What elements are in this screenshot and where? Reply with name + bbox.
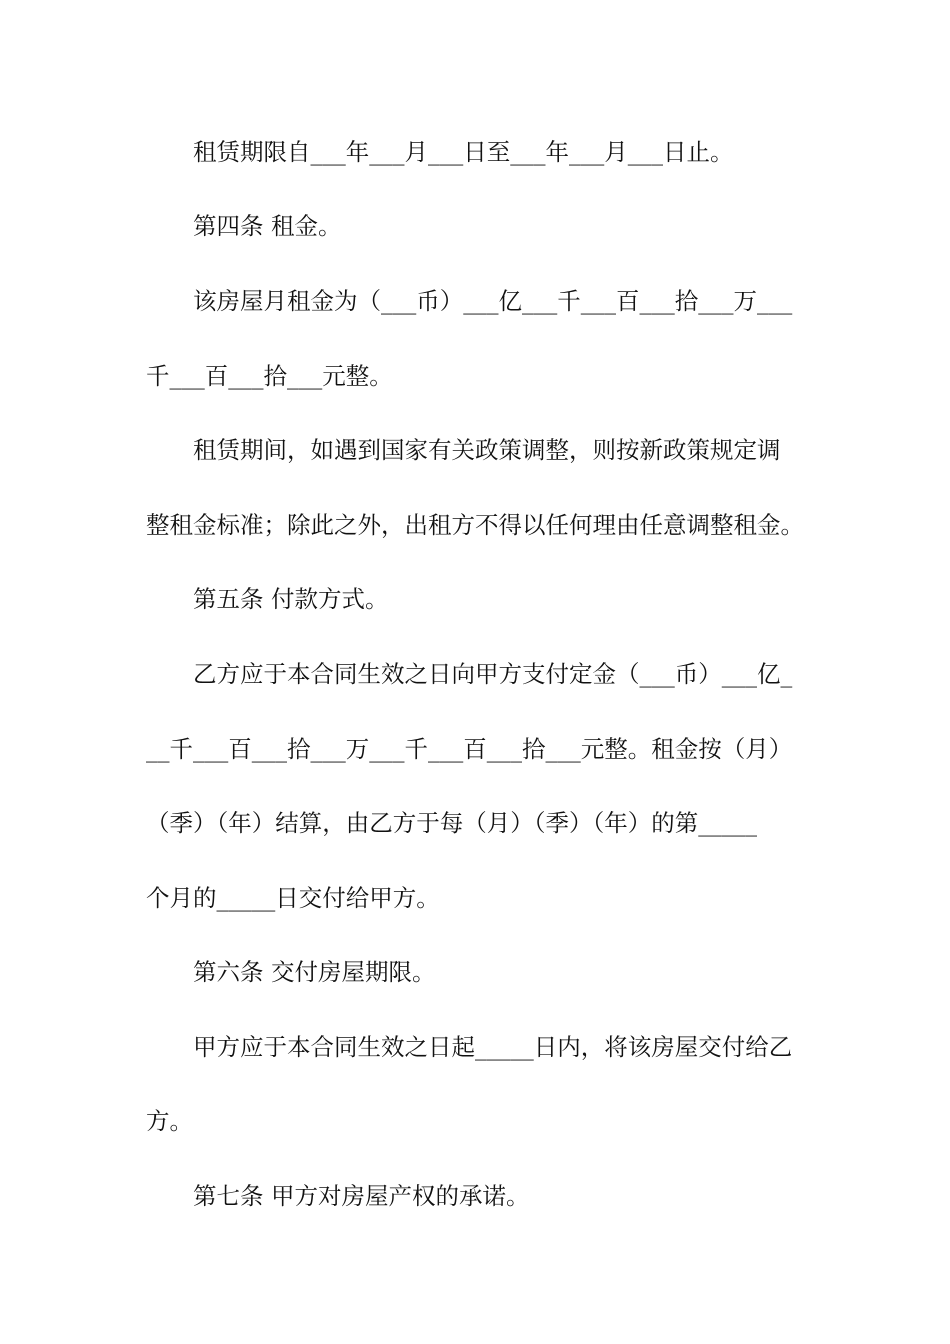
payment-schedule-line-1: （季）（年）结算，由乙方于每（月）（季）（年）的第_____ [146,809,757,837]
monthly-rent-line-2: 千___百___拾___元整。 [146,362,393,390]
rent-adjustment-line-2: 整租金标准；除此之外，出租方不得以任何理由任意调整租金。 [146,511,804,539]
payment-schedule-line-2: 个月的_____日交付给甲方。 [146,884,440,912]
lease-term-line: 租赁期限自___年___月___日至___年___月___日止。 [193,138,734,166]
delivery-term-line-2: 方。 [146,1107,193,1135]
article-6-heading: 第六条 交付房屋期限。 [193,958,436,986]
article-7-heading: 第七条 甲方对房屋产权的承诺。 [193,1182,530,1210]
deposit-line-1: 乙方应于本合同生效之日向甲方支付定金（___币）___亿_ [193,660,793,688]
rent-adjustment-line-1: 租赁期间，如遇到国家有关政策调整，则按新政策规定调 [193,436,781,464]
monthly-rent-line-1: 该房屋月租金为（___币）___亿___千___百___拾___万___ [193,287,793,315]
deposit-line-2: __千___百___拾___万___千___百___拾___元整。租金按（月） [146,735,793,763]
article-4-heading: 第四条 租金。 [193,212,342,240]
article-5-heading: 第五条 付款方式。 [193,585,389,613]
delivery-term-line-1: 甲方应于本合同生效之日起_____日内，将该房屋交付给乙 [193,1033,793,1061]
